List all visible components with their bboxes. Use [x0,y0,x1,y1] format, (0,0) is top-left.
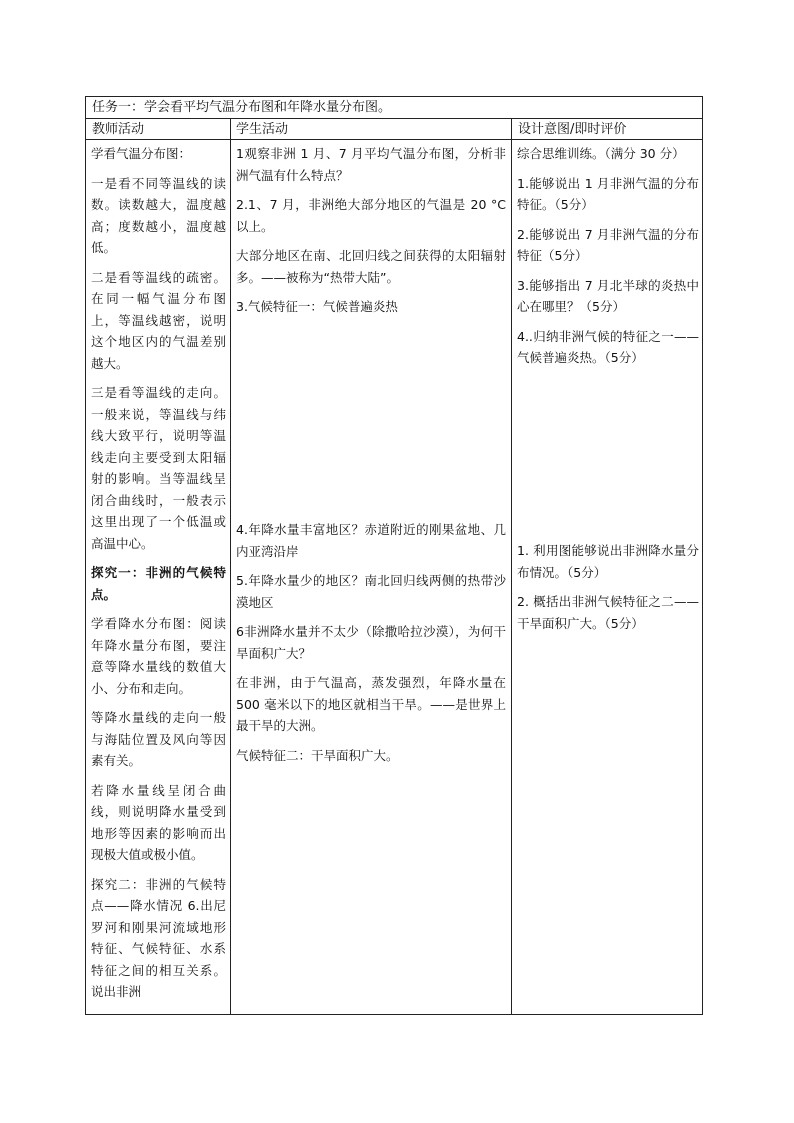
task-title: 任务一：学会看平均气温分布图和年降水量分布图。 [92,100,392,115]
design-intent-cell-precipitation [517,540,699,642]
student-paragraph: 在非洲，由于气温高，蒸发强烈，年降水量在 500 毫米以下的地区就相当干旱。——是世界上最干旱的大洲。 [236,675,506,733]
teacher-paragraph: 一是看不同等温线的读数。读数越大，温度越高；度数越小，温度越低。 [91,175,226,255]
student-paragraph: 大部分地区在南、北回归线之间获得的太阳辐射多。——被称为“热带大陆”。 [236,248,506,285]
student-paragraph: 3.气候特征一：气候普遍炎热 [236,299,398,314]
student-paragraph: 气候特征二：干旱面积广大。 [236,747,399,763]
teacher-activity-cell [91,143,226,1011]
lesson-plan-table [85,96,703,1015]
student-activity-cell-temperature [236,143,506,326]
header-design: 设计意图/即时评价 [518,122,627,137]
column-divider [230,119,231,1014]
teacher-paragraph: 若降水量线呈闭合曲线，则说明降水量受到地形等因素的影响而出现极大值或极小值。 [91,782,226,862]
design-paragraph: 1. 利用图能够说出非洲降水量分布情况。（5分） [517,543,699,580]
design-paragraph: 4..归纳非洲气候的特征之一——气候普遍炎热。（5分） [517,328,699,365]
column-divider [511,119,512,1014]
header-teacher: 教师活动 [92,122,145,137]
teacher-paragraph: 二是看等温线的疏密。在同一幅气温分布图上，等温线越密，说明这个地区内的气温差别越大。 [91,269,226,371]
teacher-paragraph: 学看气温分布图： [91,146,192,161]
student-paragraph: 5.年降水量少的地区？南北回归线两侧的热带沙漠地区 [236,573,506,610]
design-paragraph: 综合思维训练。（满分 30 分） [517,146,685,161]
design-paragraph: 2.能够说出 7 月非洲气温的分布特征（5分） [517,226,699,263]
row-divider [86,139,702,140]
teacher-inquiry-heading: 探究一：非洲的气候特点。 [91,565,226,602]
student-paragraph: 2.1、7 月，非洲绝大部分地区的气温是 20 °C 以上。 [236,197,506,234]
teacher-inquiry-heading: 探究二：非洲的气候特点——降水情况 6.出尼罗河和刚果河流域地形特征、气候特征、水系特征之间的相互关系。说出非洲 [91,876,226,999]
header-student: 学生活动 [236,122,289,137]
teacher-paragraph: 学看降水分布图：阅读年降水量分布图，要注意等降水量线的数值大小、分布和走向。 [91,616,226,696]
teacher-paragraph: 等降水量线的走向一般与海陆位置及风向等因素有关。 [91,710,226,768]
student-paragraph: 1观察非洲 1 月、7 月平均气温分布图，分析非洲气温有什么特点？ [236,146,506,183]
design-paragraph: 2. 概括出非洲气候特征之二——干旱面积广大。（5分） [517,594,699,631]
student-paragraph: 6非洲降水量并不太少（除撒哈拉沙漠），为何干旱面积广大？ [236,624,506,661]
design-paragraph: 1.能够说出 1 月非洲气温的分布特征。（5分） [517,175,699,212]
design-paragraph: 3.能够指出 7 月北半球的炎热中心在哪里？（5分） [517,277,699,314]
design-intent-cell-temperature [517,143,699,377]
teacher-paragraph: 三是看等温线的走向。一般来说，等温线与纬线大致平行，说明等温线走向主要受到太阳辐射的影响。当等温线呈闭合曲线时，一般表示这里出现了一个低温或高温中心。 [91,385,226,551]
student-activity-cell-precipitation [236,519,506,774]
student-paragraph: 4.年降水量丰富地区？赤道附近的刚果盆地、几内亚湾沿岸 [236,522,506,559]
row-divider [86,118,702,119]
